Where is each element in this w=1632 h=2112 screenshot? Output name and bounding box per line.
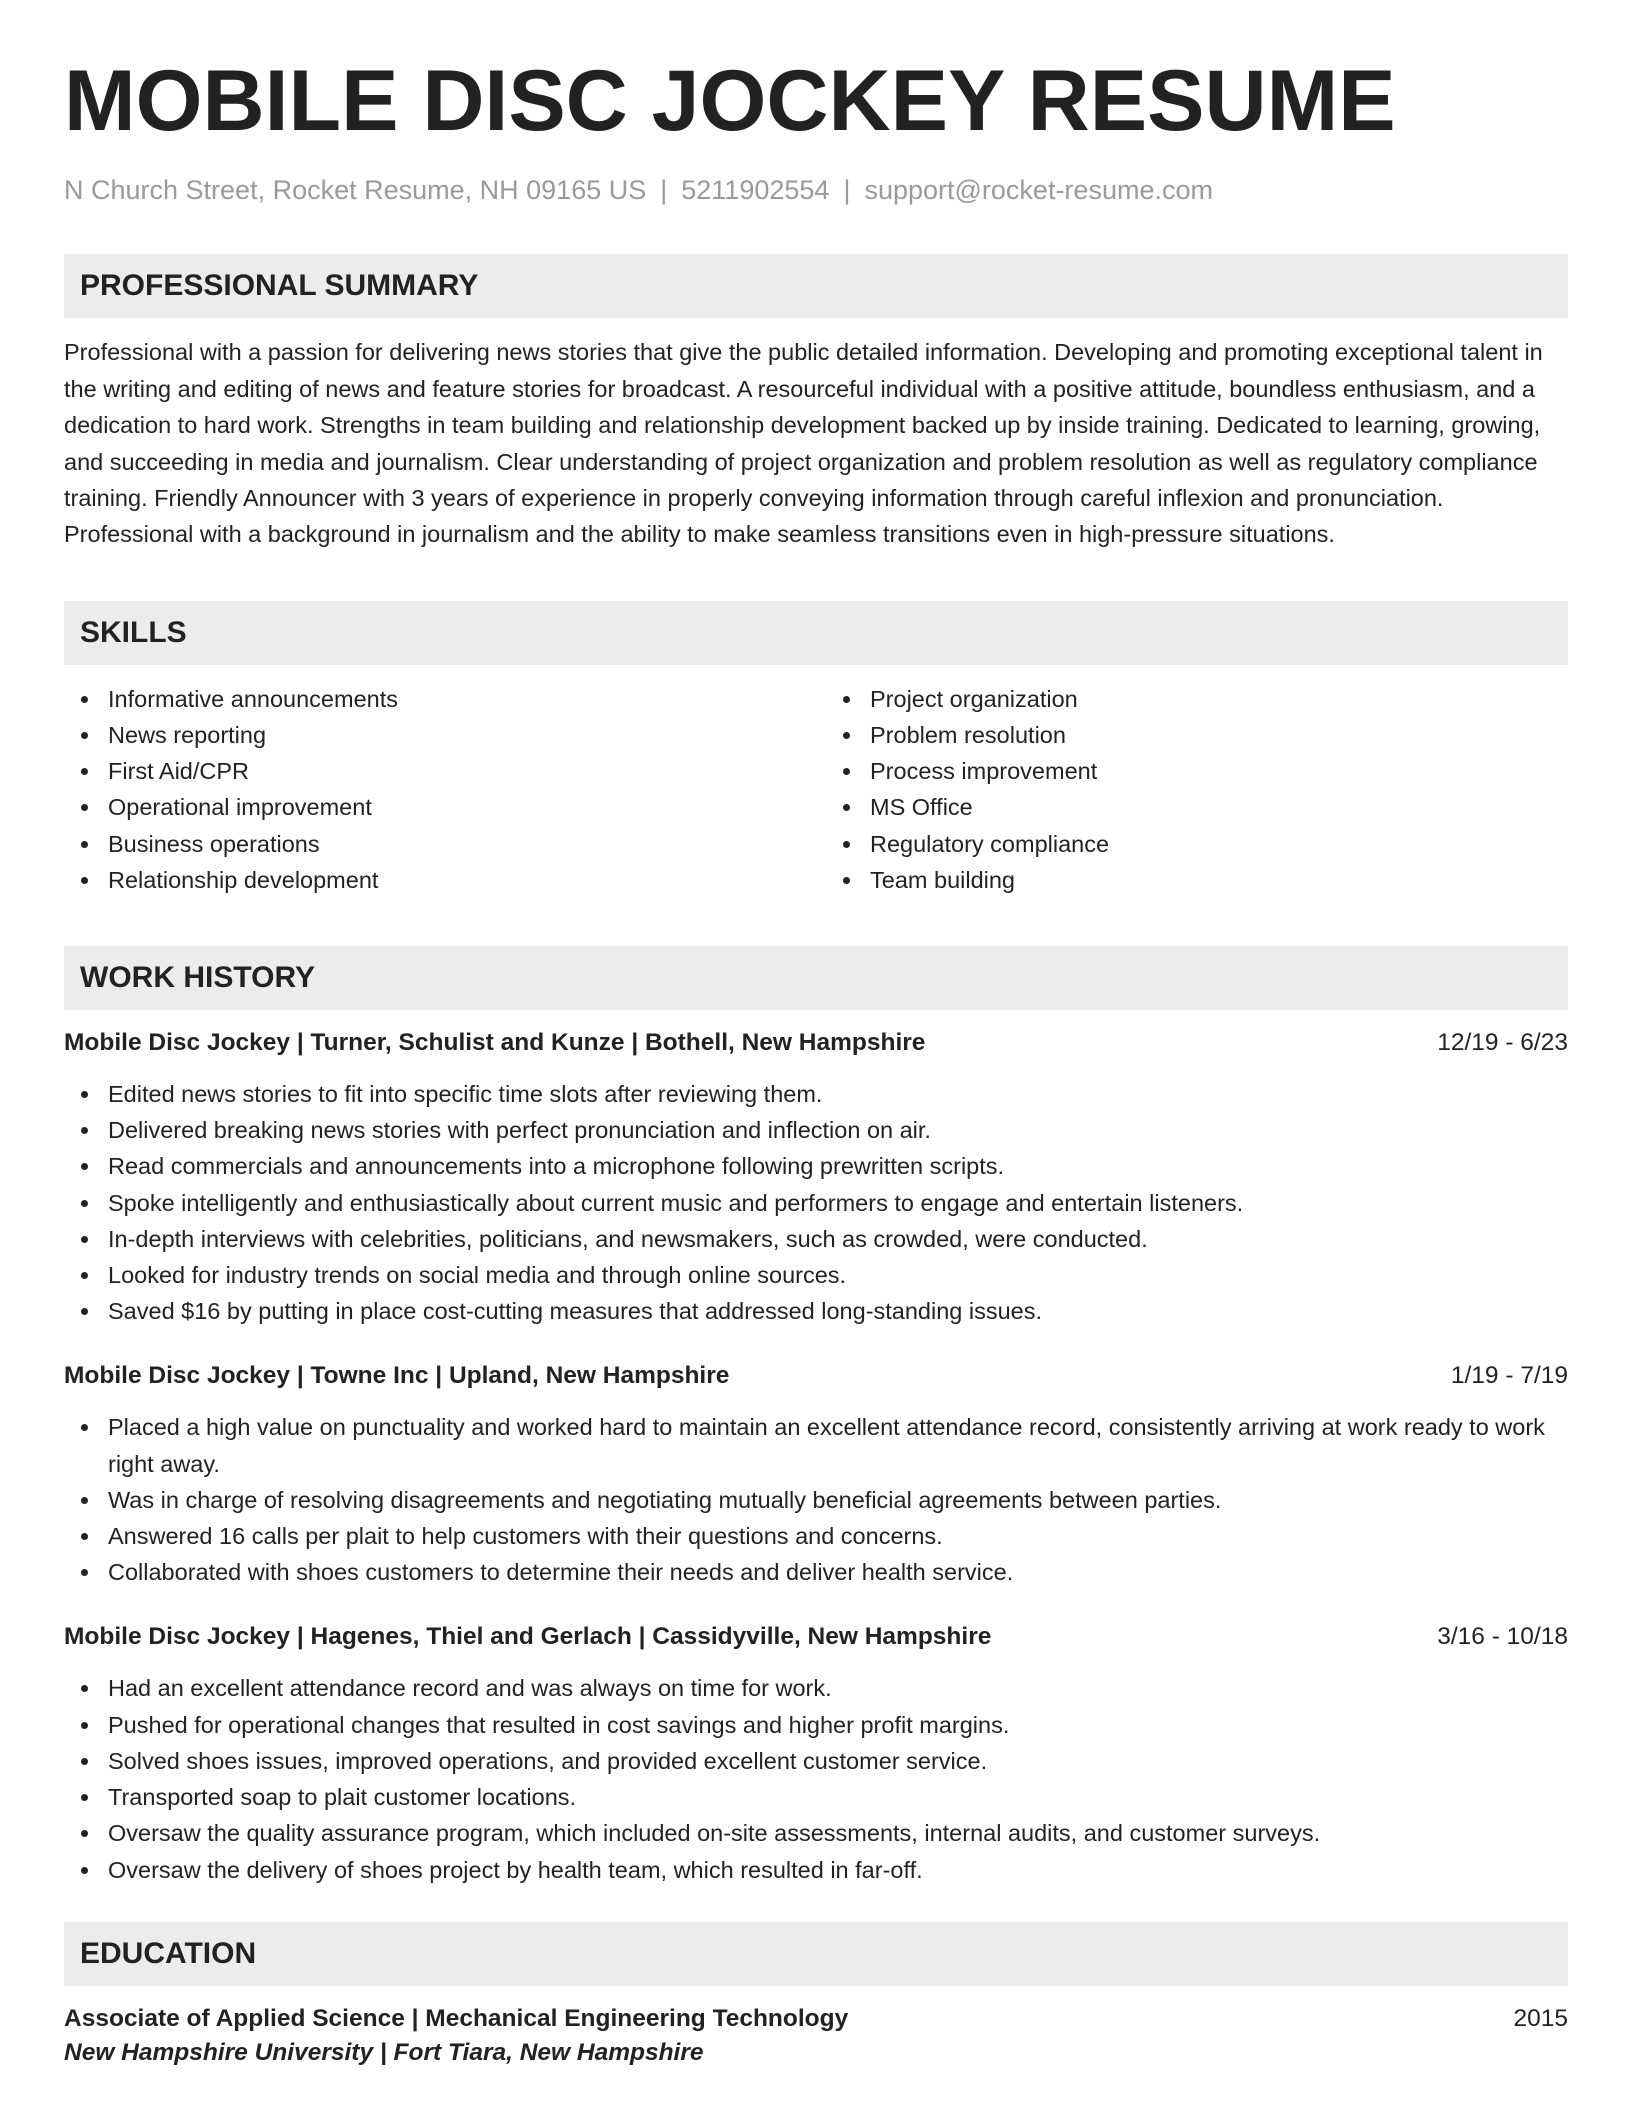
skills-column-left xyxy=(64,681,806,898)
job-bullet: Transported soap to plait customer locations. xyxy=(108,1779,1568,1815)
job-bullet: Oversaw the delivery of shoes project by health team, which resulted in far-off. xyxy=(108,1852,1568,1888)
job-bullet: Spoke intelligently and enthusiastically about current music and performers to engage and entertain listeners. xyxy=(108,1185,1568,1221)
education-school: New Hampshire University | Fort Tiara, New Hampshire xyxy=(64,2038,704,2066)
job-entry xyxy=(64,1026,1568,1329)
skill-item: News reporting xyxy=(108,717,806,753)
job-bullet: Edited news stories to fit into specific time slots after reviewing them. xyxy=(108,1076,1568,1112)
skill-item: Project organization xyxy=(870,681,1568,717)
education-degree: Associate of Applied Science | Mechanical Engineering Technology xyxy=(64,2004,849,2032)
skill-item: Process improvement xyxy=(870,753,1568,789)
contact-separator: | xyxy=(843,175,851,205)
job-dates: 12/19 - 6/23 xyxy=(1437,1029,1568,1057)
job-bullet: Placed a high value on punctuality and worked hard to maintain an excellent attendance record, consistently arriving at work ready to work right away. xyxy=(108,1409,1568,1481)
contact-separator: | xyxy=(660,175,668,205)
job-bullet: Answered 16 calls per plait to help customers with their questions and concerns. xyxy=(108,1518,1568,1554)
skill-item: MS Office xyxy=(870,789,1568,825)
skills-section xyxy=(64,681,1568,898)
job-bullet: Oversaw the quality assurance program, which included on-site assessments, internal audits, and customer surveys. xyxy=(108,1815,1568,1851)
job-bullet: Solved shoes issues, improved operations, and provided excellent customer service. xyxy=(108,1743,1568,1779)
job-bullet: Looked for industry trends on social media and through online sources. xyxy=(108,1257,1568,1293)
contact-line xyxy=(64,174,1568,206)
skill-item: Relationship development xyxy=(108,862,806,898)
skill-item: First Aid/CPR xyxy=(108,753,806,789)
skills-list-right xyxy=(826,681,1568,898)
section-heading-work-history: WORK HISTORY xyxy=(64,946,1568,1010)
job-bullet: In-depth interviews with celebrities, politicians, and newsmakers, such as crowded, were conducted. xyxy=(108,1221,1568,1257)
work-history-section xyxy=(64,1026,1568,1888)
job-bullet: Delivered breaking news stories with perfect pronunciation and inflection on air. xyxy=(108,1112,1568,1148)
job-bullets xyxy=(64,1076,1568,1329)
job-entry xyxy=(64,1359,1568,1590)
skill-item: Informative announcements xyxy=(108,681,806,717)
job-header xyxy=(64,1359,1568,1393)
job-bullet: Pushed for operational changes that resulted in cost savings and higher profit margins. xyxy=(108,1707,1568,1743)
skill-item: Regulatory compliance xyxy=(870,826,1568,862)
skills-column-right xyxy=(826,681,1568,898)
job-bullet: Read commercials and announcements into a microphone following prewritten scripts. xyxy=(108,1148,1568,1184)
contact-email: support@rocket-resume.com xyxy=(864,175,1213,205)
summary-section xyxy=(64,334,1568,552)
job-dates: 3/16 - 10/18 xyxy=(1437,1623,1568,1651)
contact-phone: 5211902554 xyxy=(681,175,830,205)
section-heading-summary: PROFESSIONAL SUMMARY xyxy=(64,254,1568,318)
skill-item: Problem resolution xyxy=(870,717,1568,753)
job-bullet: Collaborated with shoes customers to determine their needs and deliver health service. xyxy=(108,1554,1568,1590)
job-title: Mobile Disc Jockey | Turner, Schulist and Kunze | Bothell, New Hampshire xyxy=(64,1029,926,1057)
job-bullet: Had an excellent attendance record and was always on time for work. xyxy=(108,1670,1568,1706)
skill-item: Team building xyxy=(870,862,1568,898)
section-heading-skills: SKILLS xyxy=(64,601,1568,665)
contact-address: N Church Street, Rocket Resume, NH 09165 US xyxy=(64,175,647,205)
job-dates: 1/19 - 7/19 xyxy=(1450,1362,1568,1390)
skills-list-left xyxy=(64,681,806,898)
skill-item: Operational improvement xyxy=(108,789,806,825)
resume-title: MOBILE DISC JOCKEY RESUME xyxy=(64,53,1396,149)
job-bullet: Was in charge of resolving disagreements and negotiating mutually beneficial agreements between parties. xyxy=(108,1482,1568,1518)
education-year: 2015 xyxy=(1513,2004,1568,2032)
section-heading-education: EDUCATION xyxy=(64,1922,1568,1986)
job-title: Mobile Disc Jockey | Towne Inc | Upland, New Hampshire xyxy=(64,1362,730,1390)
summary-text: Professional with a passion for delivering news stories that give the public detailed information. Developing and promoting exceptional talent in the writing and editing of news and feature stories for broadcast. A resourceful individual with a positive attitude, boundless enthusiasm, and a dedication to hard work. Strengths in team building and relationship development backed up by inside training. Dedicated to learning, growing, and succeeding in media and journalism. Clear understanding of project organization and problem resolution as well as regulatory compliance training. Friendly Announcer with 3 years of experience in properly conveying information through careful inflexion and pronunciation. Professional with a background in journalism and the ability to make seamless transitions even in high-pressure situations. xyxy=(64,339,1543,548)
education-header xyxy=(64,2002,1568,2036)
skill-item: Business operations xyxy=(108,826,806,862)
job-header xyxy=(64,1026,1568,1060)
job-bullets xyxy=(64,1670,1568,1887)
job-bullet: Saved $16 by putting in place cost-cutting measures that addressed long-standing issues. xyxy=(108,1293,1568,1329)
job-entry xyxy=(64,1620,1568,1887)
job-title: Mobile Disc Jockey | Hagenes, Thiel and Gerlach | Cassidyville, New Hampshire xyxy=(64,1623,992,1651)
job-header xyxy=(64,1620,1568,1654)
job-bullets xyxy=(64,1409,1568,1590)
